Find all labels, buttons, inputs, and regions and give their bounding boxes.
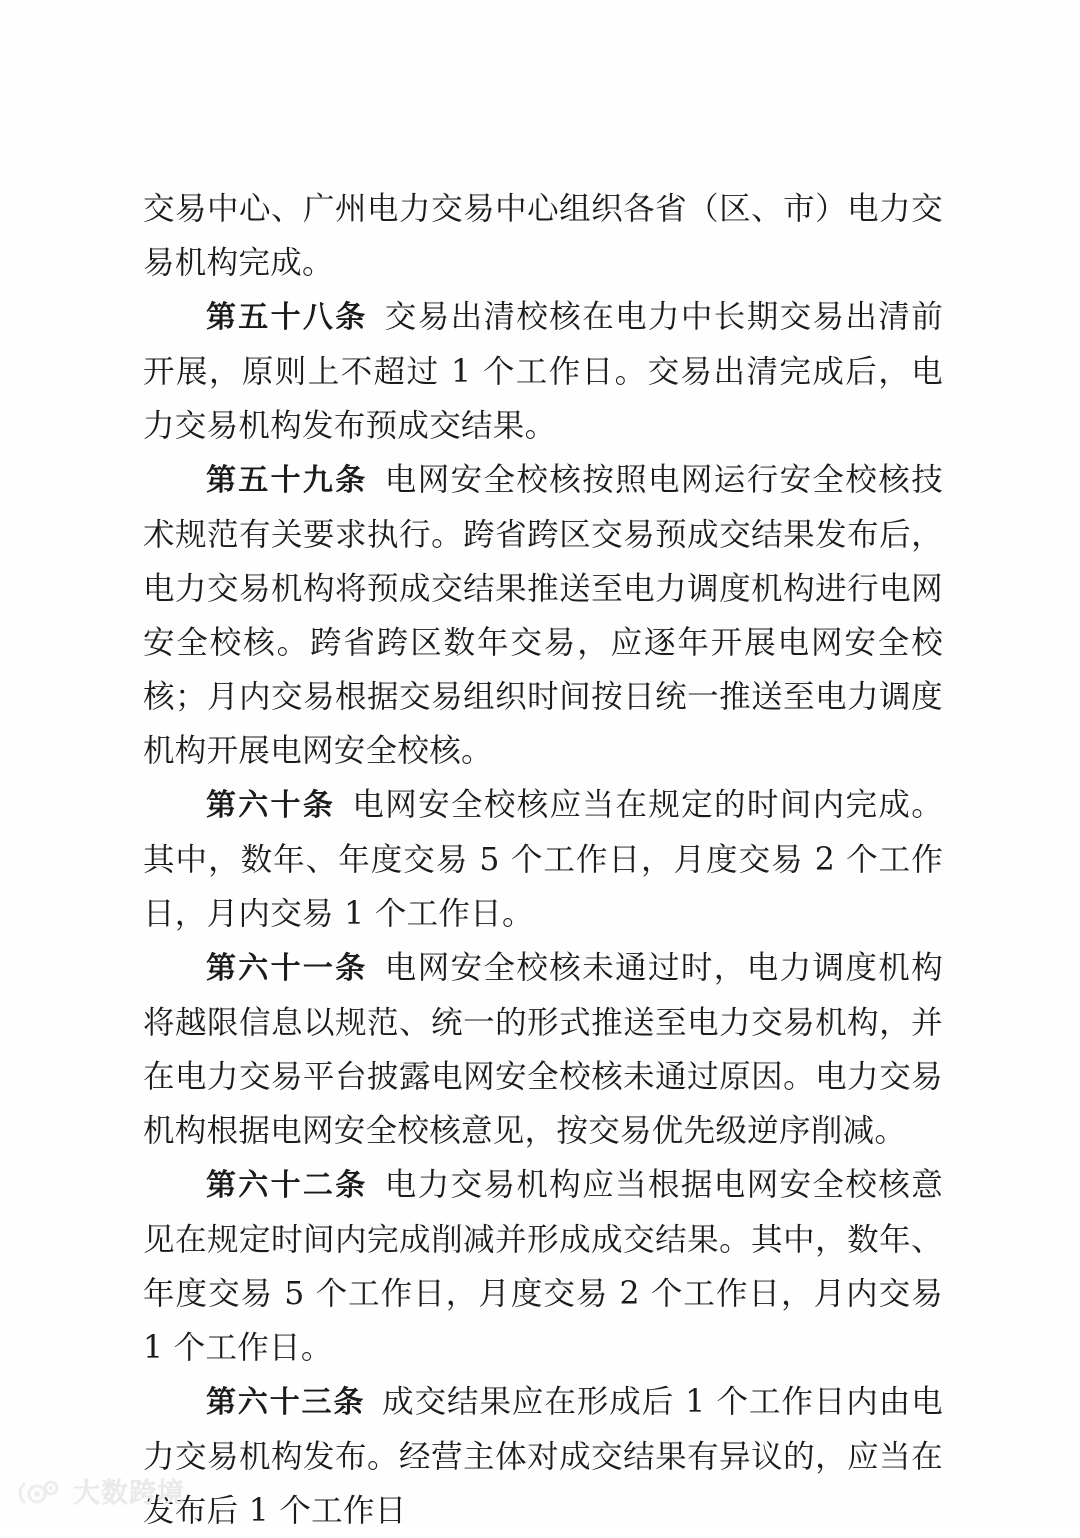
article-heading: 第六十条: [206, 788, 336, 823]
article-heading: 第六十二条: [206, 1168, 368, 1203]
paragraph-text: 电网安全校核未通过时，电力调度机构将越限信息以规范、统一的形式推送至电力交易机构，并在电力交易平台披露电网安全校核未通过原因。电力交易机构根据电网安全校核意见，按交易优先级逆序削减。: [143, 950, 943, 1149]
circles-logo-icon: [18, 1478, 64, 1508]
paragraph-article-58: [143, 290, 943, 453]
article-heading: 第六十三条: [206, 1385, 366, 1420]
article-heading: 第五十九条: [206, 463, 368, 498]
paragraph-text: 交易出清校核在电力中长期交易出清前开展，原则上不超过 1 个工作日。交易出清完成后，电力交易机构发布预成交结果。: [143, 299, 943, 444]
watermark-text: 大数跨境: [73, 1477, 185, 1509]
paragraph-article-62: [143, 1158, 943, 1375]
paragraph-text: 电网安全校核按照电网运行安全校核技术规范有关要求执行。跨省跨区交易预成交结果发布后，电力交易机构将预成交结果推送至电力调度机构进行电网安全校核。跨省跨区数年交易，应逐年开展电网安全校核；月内交易根据交易组织时间按日统一推送至电力调度机构开展电网安全校核。: [143, 462, 943, 769]
page-text-body: [143, 182, 943, 1538]
paragraph-article-60: [143, 778, 943, 941]
paragraph-text: 电力交易机构应当根据电网安全校核意见在规定时间内完成削减并形成成交结果。其中，数年、年度交易 5 个工作日，月度交易 2 个工作日，月内交易 1 个工作日。: [143, 1167, 943, 1366]
paragraph-article-61: [143, 941, 943, 1158]
paragraph-text: 交易中心、广州电力交易中心组织各省（区、市）电力交易机构完成。: [143, 191, 943, 281]
paragraph-continued-57: [143, 182, 943, 290]
paragraph-article-59: [143, 453, 943, 778]
paragraph-text: 成交结果应在形成后 1 个工作日内由电力交易机构发布。经营主体对成交结果有异议的，应当在发布后 1 个工作日: [143, 1384, 943, 1529]
article-heading: 第六十一条: [206, 951, 368, 986]
paragraph-article-63: [143, 1375, 943, 1538]
paragraph-text: 电网安全校核应当在规定的时间内完成。其中，数年、年度交易 5 个工作日，月度交易 2 个工作日，月内交易 1 个工作日。: [143, 787, 943, 932]
article-heading: 第五十八条: [206, 300, 368, 335]
